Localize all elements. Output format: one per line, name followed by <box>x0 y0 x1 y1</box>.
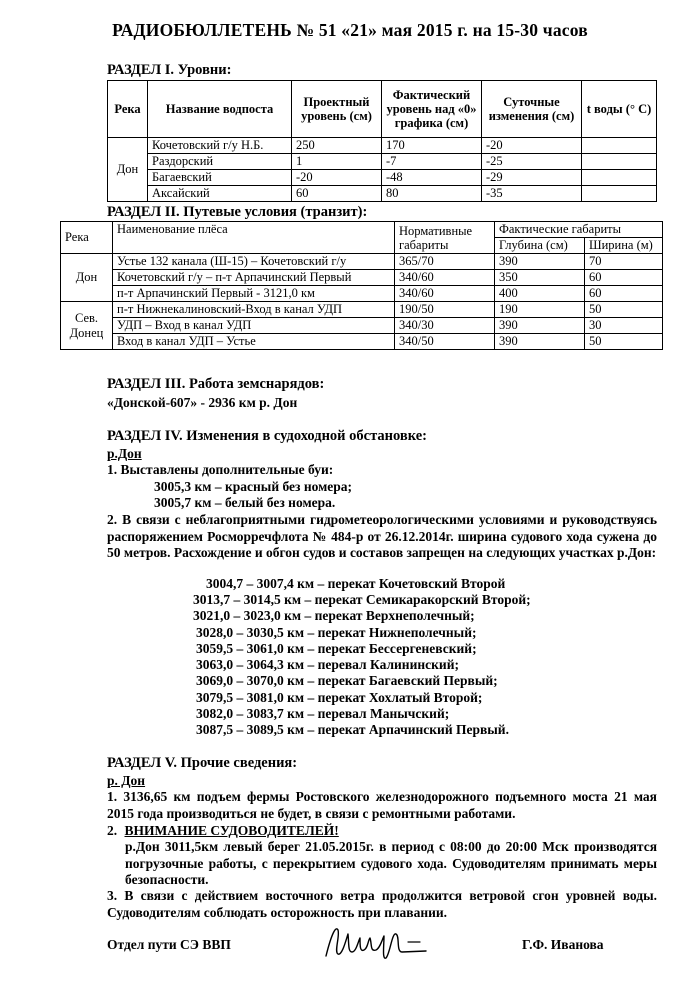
normative-cell: 340/30 <box>395 318 495 334</box>
actual-level-cell: 170 <box>382 138 482 154</box>
reach-cell: п-т Арпачинский Первый - 3121,0 км <box>113 286 395 302</box>
normative-cell: 365/70 <box>395 254 495 270</box>
item-attention <box>107 823 339 839</box>
normative-cell: 340/50 <box>395 334 495 350</box>
restricted-reach: 3021,0 – 3023,0 км – перекат Верхнеполечный; <box>193 608 475 623</box>
river-cell: Дон <box>61 254 113 302</box>
design-level-cell: -20 <box>292 170 382 186</box>
signature-icon <box>322 922 432 964</box>
actual-level-cell: 80 <box>382 186 482 202</box>
daily-change-cell: -35 <box>482 186 582 202</box>
table-row <box>61 286 663 302</box>
col-width: Ширина (м) <box>585 238 663 254</box>
reach-cell: Устье 132 канала (Ш-15) – Кочетовский г/у <box>113 254 395 270</box>
restricted-reach: 3087,5 – 3089,5 км – перекат Арпачинский Первый. <box>196 722 509 737</box>
section-2-heading: РАЗДЕЛ II. Путевые условия (транзит): <box>107 204 368 220</box>
table-row <box>108 170 657 186</box>
department-name: Отдел пути СЭ ВВП <box>107 937 231 952</box>
table-row <box>61 318 663 334</box>
river-don-label: р.Дон <box>107 446 142 461</box>
depth-cell: 390 <box>495 254 585 270</box>
normative-cell: 190/50 <box>395 302 495 318</box>
water-temp-cell <box>582 154 657 170</box>
reach-cell: УДП – Вход в канал УДП <box>113 318 395 334</box>
design-level-cell: 250 <box>292 138 382 154</box>
col-normative: Нормативные габариты <box>395 222 495 254</box>
depth-cell: 390 <box>495 318 585 334</box>
table-row <box>108 186 657 202</box>
signatory-name: Г.Ф. Иванова <box>522 937 604 952</box>
section-4-heading: РАЗДЕЛ IV. Изменения в судоходной обстановке: <box>107 428 427 444</box>
post-name-cell: Багаевский <box>148 170 292 186</box>
river-don-label: р. Дон <box>107 773 146 788</box>
levels-header-row <box>108 81 657 138</box>
col-actual-level: Фактический уровень над «0» графика (см) <box>382 81 482 138</box>
item-loading-works: р.Дон 3011,5км левый берег 21.05.2015г. в период с 08:00 до 20:00 Мск производятся погрузочные работы, с перекрытием судового хода. Судоводителям принимать меры безопасности. <box>125 839 657 887</box>
table-row <box>61 270 663 286</box>
restricted-reach: 3079,5 – 3081,0 км – перекат Хохлатый Второй; <box>196 690 483 705</box>
depth-cell: 400 <box>495 286 585 302</box>
water-temp-cell <box>582 186 657 202</box>
width-cell: 60 <box>585 286 663 302</box>
attention-heading: ВНИМАНИЕ СУДОВОДИТЕЛЕЙ! <box>124 823 339 838</box>
table-row <box>61 334 663 350</box>
water-temp-cell <box>582 138 657 154</box>
restricted-reach: 3082,0 – 3083,7 км – перевал Манычский; <box>196 706 450 721</box>
buoy-line: 3005,7 км – белый без номера. <box>154 495 336 510</box>
daily-change-cell: -29 <box>482 170 582 186</box>
normative-cell: 340/60 <box>395 270 495 286</box>
design-level-cell: 1 <box>292 154 382 170</box>
section-3-heading: РАЗДЕЛ III. Работа земснарядов: <box>107 376 325 392</box>
col-river: Река <box>108 81 148 138</box>
actual-level-cell: -48 <box>382 170 482 186</box>
col-daily-change: Суточные изменения (см) <box>482 81 582 138</box>
width-cell: 50 <box>585 334 663 350</box>
col-reach-name: Наименование плёса <box>113 222 395 254</box>
item-wind-notice: 3. В связи с действием восточного ветра продолжится ветровой сгон уровней воды. Судоводителям соблюдать осторожность при плавании. <box>107 888 657 920</box>
post-name-cell: Аксайский <box>148 186 292 202</box>
restricted-reach: 3059,5 – 3061,0 км – перекат Бессергеневский; <box>196 641 477 656</box>
restricted-reach: 3004,7 – 3007,4 км – перекат Кочетовский Второй <box>206 576 506 591</box>
restricted-reach: 3063,0 – 3064,3 км – перевал Калининский; <box>196 657 459 672</box>
reach-cell: Кочетовский г/у – п-т Арпачинский Первый <box>113 270 395 286</box>
post-name-cell: Кочетовский г/у Н.Б. <box>148 138 292 154</box>
width-cell: 50 <box>585 302 663 318</box>
col-design-level: Проектный уровень (см) <box>292 81 382 138</box>
item-channel-narrowing: 2. В связи с неблагоприятными гидрометеорологическими условиями и руководствуясь распоряжением Росморречфлота № 484-р от 26.12.2014г. ширина судового хода сужена до 50 метров. Расхождение и обгон судов и составов запрещен на следующих участках р.Дон: <box>107 512 657 560</box>
col-depth: Глубина (см) <box>495 238 585 254</box>
restricted-reach: 3013,7 – 3014,5 км – перекат Семикаракорский Второй; <box>193 592 531 607</box>
dredger-info: «Донской-607» - 2936 км р. Дон <box>107 395 298 410</box>
item-bridge-notice: 1. 3136,65 км подъем фермы Ростовского железнодорожного подъемного моста 21 мая 2015 года производиться не будет, в связи с ремонтными работами. <box>107 789 657 821</box>
col-water-temp: t воды (° С) <box>582 81 657 138</box>
river-cell: Дон <box>108 138 148 202</box>
table-row <box>108 138 657 154</box>
levels-table <box>107 80 657 202</box>
table-row <box>108 154 657 170</box>
design-level-cell: 60 <box>292 186 382 202</box>
item-additional-buoys: 1. Выставлены дополнительные буи: <box>107 462 334 477</box>
depth-cell: 190 <box>495 302 585 318</box>
route-header-row <box>61 222 663 238</box>
restricted-reach: 3028,0 – 3030,5 км – перекат Нижнеполечный; <box>196 625 477 640</box>
bulletin-title: РАДИОБЮЛЛЕТЕНЬ № 51 «21» мая 2015 г. на 15-30 часов <box>112 20 588 40</box>
daily-change-cell: -25 <box>482 154 582 170</box>
table-row <box>61 254 663 270</box>
width-cell: 70 <box>585 254 663 270</box>
section-1-heading: РАЗДЕЛ I. Уровни: <box>107 62 232 78</box>
col-post-name: Название водпоста <box>148 81 292 138</box>
water-temp-cell <box>582 170 657 186</box>
daily-change-cell: -20 <box>482 138 582 154</box>
river-cell: Сев. Донец <box>61 302 113 350</box>
actual-level-cell: -7 <box>382 154 482 170</box>
restricted-reach: 3069,0 – 3070,0 км – перекат Багаевский Первый; <box>196 673 498 688</box>
depth-cell: 350 <box>495 270 585 286</box>
post-name-cell: Раздорский <box>148 154 292 170</box>
table-row <box>61 302 663 318</box>
width-cell: 60 <box>585 270 663 286</box>
buoy-line: 3005,3 км – красный без номера; <box>154 479 353 494</box>
section-5-heading: РАЗДЕЛ V. Прочие сведения: <box>107 755 298 771</box>
col-actual-dimensions: Фактические габариты <box>495 222 663 238</box>
normative-cell: 340/60 <box>395 286 495 302</box>
item-number: 2. <box>107 823 118 838</box>
reach-cell: Вход в канал УДП – Устье <box>113 334 395 350</box>
reach-cell: п-т Нижнекалиновский-Вход в канал УДП <box>113 302 395 318</box>
col-river: Река <box>61 222 113 254</box>
route-conditions-table <box>60 221 663 350</box>
depth-cell: 390 <box>495 334 585 350</box>
width-cell: 30 <box>585 318 663 334</box>
